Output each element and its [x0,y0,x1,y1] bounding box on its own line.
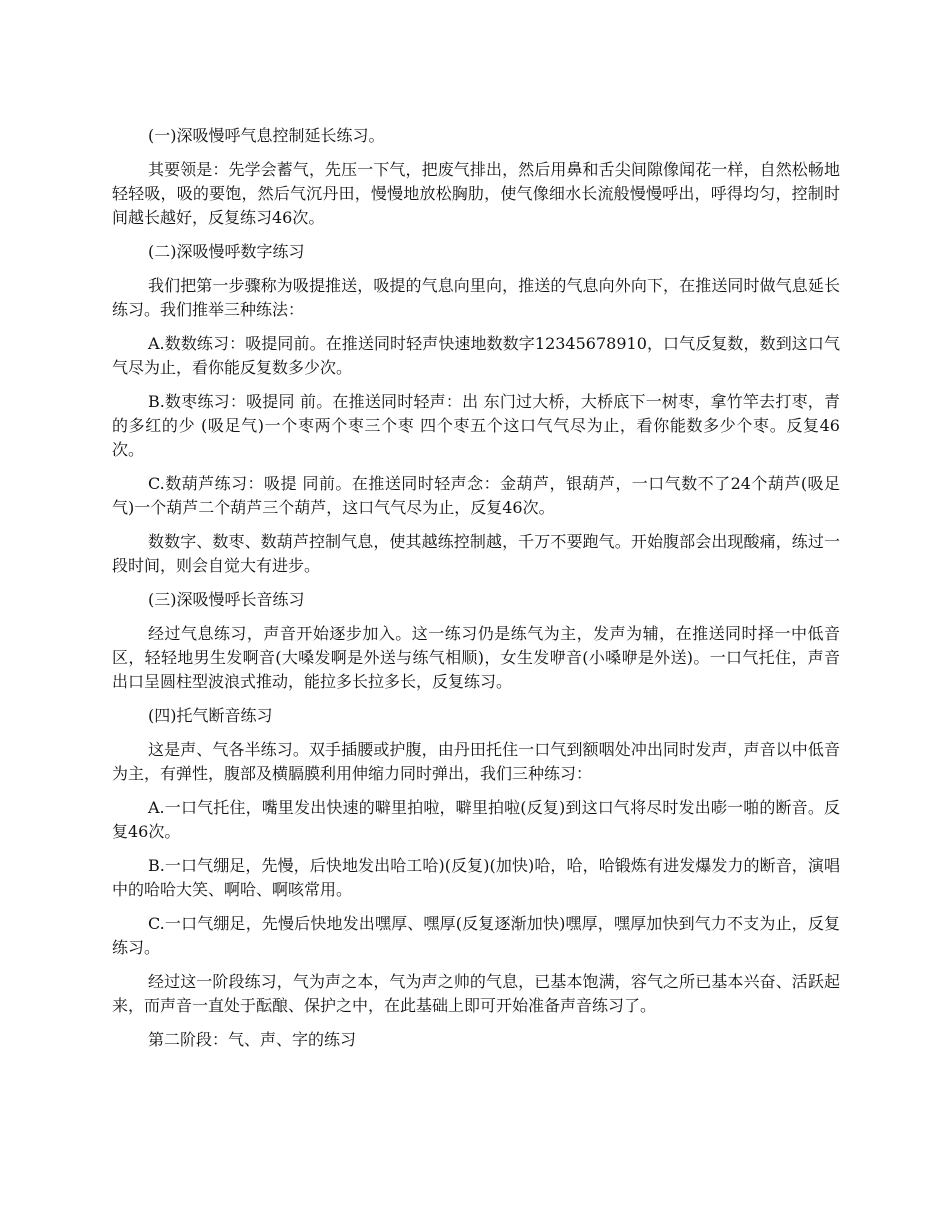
section-heading-2: (二)深吸慢呼数字练习 [148,242,305,261]
paragraph: 其要领是：先学会蓄气，先压一下气，把废气排出，然后用鼻和舌尖间隙像闻花一样，自然松畅地轻轻吸，吸的要饱，然后气沉丹田，慢慢地放松胸肋，使气像细水长流般慢慢呼出，呼得均匀，控制时间越长越好，反复练习46次。 [112,160,840,227]
section-heading-3: (三)深吸慢呼长音练习 [148,590,305,609]
paragraph: A.数数练习：吸提同前。在推送同时轻声快速地数数字12345678910，口气反复数，数到这口气气尽为止，看你能反复数多少次。 [112,334,840,377]
paragraph: 数数字、数枣、数葫芦控制气息，使其越练控制越，千万不要跑气。开始腹部会出现酸痛，练过一段时间，则会自觉大有进步。 [112,532,840,575]
paragraph: 这是声、气各半练习。双手插腰或护腹，由丹田托住一口气到额咽处冲出同时发声，声音以中低音为主，有弹性，腹部及横膈膜利用伸缩力同时弹出，我们三种练习： [112,740,840,783]
paragraph: C.数葫芦练习：吸提 同前。在推送同时轻声念：金葫芦，银葫芦，一口气数不了24个葫芦(吸足气)一个葫芦二个葫芦三个葫芦，这口气气尽为止，反复46次。 [112,474,840,517]
paragraph: 经过气息练习，声音开始逐步加入。这一练习仍是练气为主，发声为辅，在推送同时择一中低音区，轻轻地男生发啊音(大嗓发啊是外送与练气相顺)，女生发咿音(小嗓咿是外送)。一口气托住，声音出口呈圆柱型波浪式推动，能拉多长拉多长，反复练习。 [112,624,840,691]
stage-heading: 第二阶段：气、声、字的练习 [148,1030,357,1049]
paragraph: B.数枣练习：吸提同 前。在推送同时轻声：出 东门过大桥，大桥底下一树枣，拿竹竿去打枣，青的多红的少 (吸足气)一个枣两个枣三个枣 四个枣五个这口气气尽为止，看你能数多少个枣。反复46次。 [112,392,840,459]
document-body [112,124,840,1062]
section-heading-4: (四)托气断音练习 [148,706,273,725]
paragraph: 我们把第一步骤称为吸提推送，吸提的气息向里向，推送的气息向外向下，在推送同时做气息延长练习。我们推举三种练法： [112,276,840,319]
paragraph: B.一口气绷足，先慢，后快地发出哈工哈)(反复)(加快)哈，哈，哈锻炼有进发爆发力的断音，演唱中的哈哈大笑、啊哈、啊咳常用。 [112,856,840,899]
paragraph: A.一口气托住，嘴里发出快速的噼里拍啦，噼里拍啦(反复)到这口气将尽时发出嘭一啪的断音。反复46次。 [112,798,840,841]
paragraph: C.一口气绷足，先慢后快地发出嘿厚、嘿厚(反复逐渐加快)嘿厚，嘿厚加快到气力不支为止，反复练习。 [112,914,840,957]
section-heading-1: (一)深吸慢呼气息控制延长练习。 [148,126,385,145]
paragraph: 经过这一阶段练习，气为声之本，气为声之帅的气息，已基本饱满，容气之所已基本兴奋、活跃起来，而声音一直处于酝酿、保护之中，在此基础上即可开始准备声音练习了。 [112,972,840,1015]
